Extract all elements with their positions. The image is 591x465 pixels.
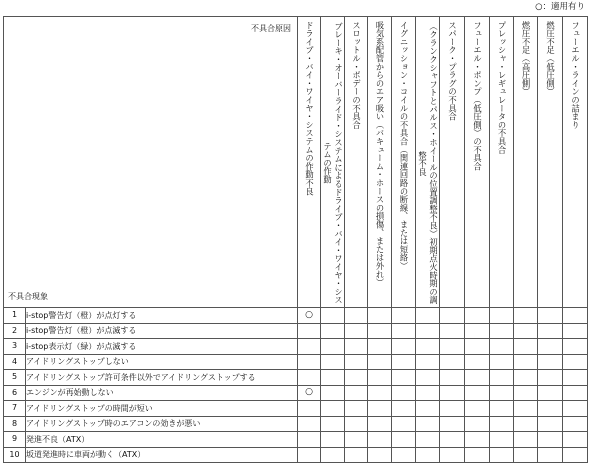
- matrix-cell: [416, 416, 440, 432]
- matrix-cell: ○: [298, 385, 321, 401]
- symptom-label: アイドリングストップしない: [26, 354, 298, 370]
- row-number: 7: [4, 401, 26, 417]
- matrix-cell: [490, 308, 514, 324]
- cause-label: イグニッション・コイルの不具合（関連回路の断線、または短絡）: [399, 21, 409, 270]
- cause-header: [490, 17, 514, 308]
- matrix-cell: [345, 432, 368, 448]
- matrix-cell: [321, 432, 345, 448]
- matrix-cell: [345, 416, 368, 432]
- matrix-cell: [514, 339, 538, 355]
- matrix-cell: [440, 447, 465, 463]
- table-row: [4, 401, 588, 417]
- table-row: [4, 432, 588, 448]
- matrix-cell: [321, 385, 345, 401]
- matrix-cell: [368, 385, 392, 401]
- matrix-cell: [298, 416, 321, 432]
- matrix-cell: [465, 447, 490, 463]
- matrix-cell: [298, 339, 321, 355]
- matrix-cell: [345, 385, 368, 401]
- matrix-cell: [514, 385, 538, 401]
- symptom-label: アイドリングストップ時のエアコンの効きが悪い: [26, 416, 298, 432]
- matrix-cell: [490, 401, 514, 417]
- cause-axis-label: 不具合原因: [251, 24, 291, 33]
- matrix-cell: [392, 447, 416, 463]
- matrix-cell: [490, 339, 514, 355]
- cause-label: スパーク・プラグの不具合: [447, 21, 458, 121]
- matrix-cell: [465, 385, 490, 401]
- matrix-cell: [514, 416, 538, 432]
- cause-header: [440, 17, 465, 308]
- row-number: 9: [4, 432, 26, 448]
- matrix-cell: [465, 339, 490, 355]
- matrix-cell: [538, 339, 563, 355]
- matrix-cell: ○: [298, 308, 321, 324]
- cause-header: [416, 17, 440, 308]
- matrix-cell: [416, 370, 440, 386]
- cause-symptom-matrix: [3, 16, 588, 463]
- symptom-label: 坂道発進時に車両が動く（ATX）: [26, 447, 298, 463]
- matrix-cell: [345, 308, 368, 324]
- matrix-cell: [465, 323, 490, 339]
- matrix-cell: [416, 385, 440, 401]
- matrix-cell: [416, 323, 440, 339]
- matrix-cell: [368, 308, 392, 324]
- table-row: [4, 323, 588, 339]
- cause-label: 燃圧不足（高圧側）: [521, 21, 531, 96]
- cause-label: プレッシャ・レギュレータの不具合: [497, 21, 507, 154]
- matrix-cell: [490, 416, 514, 432]
- cause-label: スロットル・ボデーの不具合: [351, 21, 362, 129]
- matrix-cell: [298, 370, 321, 386]
- matrix-cell: [465, 401, 490, 417]
- table-row: [4, 370, 588, 386]
- matrix-cell: [490, 432, 514, 448]
- matrix-cell: [514, 432, 538, 448]
- cause-header: [514, 17, 538, 308]
- table-row: [4, 308, 588, 324]
- matrix-cell: [345, 370, 368, 386]
- matrix-cell: [440, 432, 465, 448]
- matrix-cell: [298, 354, 321, 370]
- matrix-cell: [392, 416, 416, 432]
- matrix-cell: [392, 308, 416, 324]
- header-row: [4, 17, 588, 308]
- matrix-cell: [392, 432, 416, 448]
- table-row: [4, 447, 588, 463]
- row-number: 10: [4, 447, 26, 463]
- symptom-label: i-stop警告灯（橙）が点灯する: [26, 308, 298, 324]
- matrix-cell: [392, 385, 416, 401]
- matrix-cell: [490, 385, 514, 401]
- matrix-cell: [345, 323, 368, 339]
- matrix-cell: [465, 370, 490, 386]
- matrix-cell: [538, 385, 563, 401]
- matrix-cell: [298, 401, 321, 417]
- matrix-cell: [465, 416, 490, 432]
- cause-header: [345, 17, 368, 308]
- cause-label: ドライブ・バイ・ワイヤ・システムの作動不良: [304, 21, 315, 196]
- matrix-cell: [321, 339, 345, 355]
- matrix-cell: [345, 401, 368, 417]
- matrix-cell: [368, 354, 392, 370]
- symptom-label: 発進不良（ATX）: [26, 432, 298, 448]
- matrix-cell: [563, 416, 588, 432]
- cause-label: 燃圧不足（低圧側）: [545, 21, 556, 96]
- row-number: 5: [4, 370, 26, 386]
- matrix-cell: [321, 401, 345, 417]
- matrix-body: [4, 308, 588, 463]
- matrix-cell: [538, 323, 563, 339]
- matrix-cell: [345, 447, 368, 463]
- matrix-cell: [416, 447, 440, 463]
- matrix-cell: [368, 339, 392, 355]
- row-number: 6: [4, 385, 26, 401]
- matrix-cell: [465, 432, 490, 448]
- cause-label: フューエル・ラインの詰まり: [570, 21, 581, 129]
- matrix-cell: [563, 432, 588, 448]
- table-row: [4, 354, 588, 370]
- matrix-cell: [490, 323, 514, 339]
- row-number: 4: [4, 354, 26, 370]
- cause-header: [368, 17, 392, 308]
- row-number: 2: [4, 323, 26, 339]
- cause-label: フューエル・ポンプ（低圧側）の不具合: [472, 21, 483, 171]
- matrix-cell: [538, 401, 563, 417]
- matrix-cell: [538, 354, 563, 370]
- legend: ○：適用有り: [535, 2, 585, 12]
- table-row: [4, 385, 588, 401]
- matrix-cell: [416, 432, 440, 448]
- matrix-cell: [563, 354, 588, 370]
- matrix-cell: [563, 339, 588, 355]
- matrix-cell: [416, 401, 440, 417]
- matrix-cell: [321, 370, 345, 386]
- matrix-cell: [321, 354, 345, 370]
- matrix-cell: [514, 354, 538, 370]
- symptom-label: i-stop警告灯（橙）が点滅する: [26, 323, 298, 339]
- symptom-label: アイドリングストップの時間が短い: [26, 401, 298, 417]
- matrix-cell: [538, 447, 563, 463]
- table-row: [4, 416, 588, 432]
- matrix-cell: [490, 370, 514, 386]
- matrix-cell: [514, 370, 538, 386]
- matrix-cell: [298, 432, 321, 448]
- cause-header: [321, 17, 345, 308]
- matrix-cell: [392, 370, 416, 386]
- matrix-cell: [298, 447, 321, 463]
- matrix-cell: [392, 401, 416, 417]
- matrix-cell: [440, 401, 465, 417]
- matrix-cell: [465, 308, 490, 324]
- matrix-cell: [490, 447, 514, 463]
- matrix-cell: [563, 385, 588, 401]
- matrix-cell: [345, 339, 368, 355]
- matrix-cell: [563, 447, 588, 463]
- matrix-cell: [538, 432, 563, 448]
- matrix-cell: [514, 308, 538, 324]
- row-number: 1: [4, 308, 26, 324]
- matrix-cell: [440, 354, 465, 370]
- matrix-cell: [416, 308, 440, 324]
- matrix-cell: [392, 339, 416, 355]
- matrix-cell: [563, 308, 588, 324]
- matrix-cell: [440, 370, 465, 386]
- cause-label: ブレーキ・オーバーライド・システムによるドライブ・バイ・ワイヤ・システムの作動: [322, 21, 344, 305]
- cause-label: 吸気系配管からのエア吸い（バキューム・ホースの損傷、または外れ）: [375, 21, 385, 287]
- cause-header: [465, 17, 490, 308]
- matrix-cell: [440, 385, 465, 401]
- matrix-cell: [465, 354, 490, 370]
- symptom-label: アイドリングストップ許可条件以外でアイドリングストップする: [26, 370, 298, 386]
- symptom-label: i-stop表示灯（緑）が点滅する: [26, 339, 298, 355]
- matrix-cell: [514, 447, 538, 463]
- cause-header: [563, 17, 588, 308]
- matrix-cell: [321, 447, 345, 463]
- matrix-cell: [368, 416, 392, 432]
- matrix-cell: [538, 416, 563, 432]
- matrix-cell: [563, 323, 588, 339]
- matrix-cell: [440, 416, 465, 432]
- symptom-axis-label: 不具合現象: [8, 292, 48, 301]
- matrix-cell: [368, 401, 392, 417]
- matrix-cell: [514, 401, 538, 417]
- cause-header: [538, 17, 563, 308]
- matrix-cell: [416, 339, 440, 355]
- matrix-cell: [440, 339, 465, 355]
- matrix-cell: [321, 323, 345, 339]
- matrix-cell: [368, 323, 392, 339]
- matrix-cell: [440, 308, 465, 324]
- matrix-cell: [368, 432, 392, 448]
- matrix-cell: [563, 401, 588, 417]
- matrix-cell: [321, 308, 345, 324]
- matrix-cell: [416, 354, 440, 370]
- matrix-cell: [538, 308, 563, 324]
- corner-header: [4, 17, 298, 308]
- cause-header: [392, 17, 416, 308]
- row-number: 3: [4, 339, 26, 355]
- matrix-cell: [368, 370, 392, 386]
- matrix-cell: [514, 323, 538, 339]
- row-number: 8: [4, 416, 26, 432]
- matrix-cell: [392, 354, 416, 370]
- matrix-cell: [345, 354, 368, 370]
- matrix-cell: [538, 370, 563, 386]
- matrix-cell: [321, 416, 345, 432]
- matrix-cell: [490, 354, 514, 370]
- matrix-cell: [563, 370, 588, 386]
- matrix-cell: [392, 323, 416, 339]
- table-row: [4, 339, 588, 355]
- matrix-cell: [440, 323, 465, 339]
- matrix-cell: [368, 447, 392, 463]
- matrix-cell: [298, 323, 321, 339]
- cause-label: （クランクシャフトとパルス・ホイールの位置調整不良）初期点火時期の調整不良: [417, 21, 439, 305]
- symptom-label: エンジンが再始動しない: [26, 385, 298, 401]
- cause-header: [298, 17, 321, 308]
